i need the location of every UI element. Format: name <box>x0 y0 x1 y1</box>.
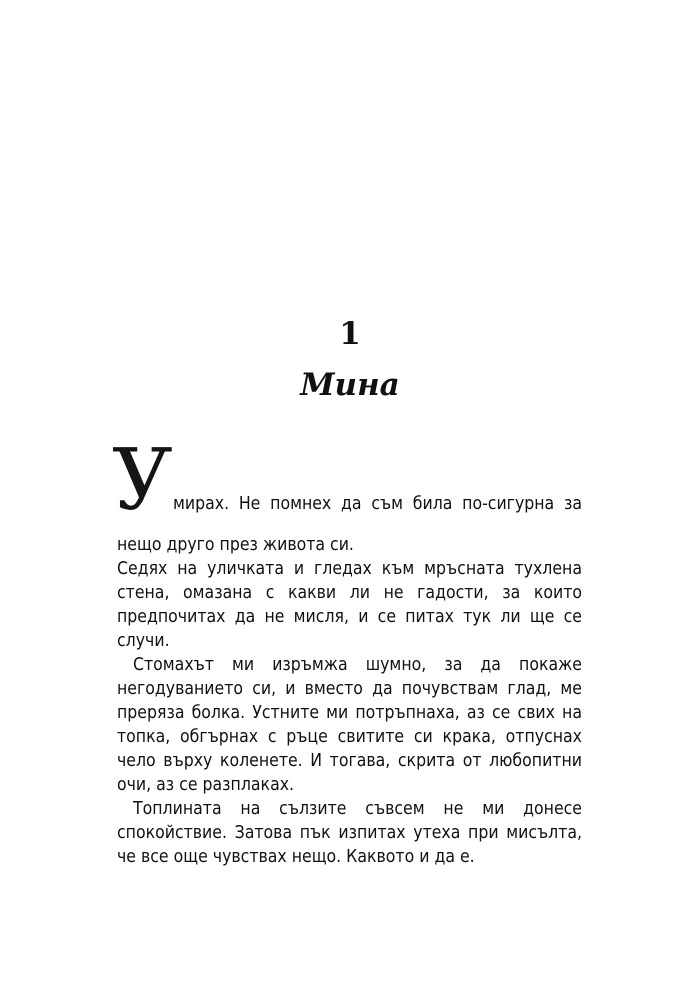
drop-cap: У <box>112 431 173 529</box>
text-line: топка, обгърнах с ръце свитите си крака, отпуснах <box>117 727 582 747</box>
text-line: очи, аз се разплаках. <box>117 775 295 795</box>
chapter-number: 1 <box>339 316 361 352</box>
text-line: нещо друго през живота си. <box>117 535 354 555</box>
text-line: мирах. Не помнех да съм била по-сигурна за <box>173 494 582 514</box>
text-line: Топлината на сълзите съвсем не ми донесе <box>133 799 582 819</box>
text-line: случи. <box>117 631 170 651</box>
text-line: негодуванието си, и вместо да почувствам глад, ме <box>117 679 582 699</box>
text-line: Седях на уличката и гледах към мръсната тухлена <box>117 559 582 579</box>
text-line: Стомахът ми изръмжа шумно, за да покаже <box>133 655 582 675</box>
text-line: че все още чувствах нещо. Каквото и да е. <box>117 847 475 867</box>
text-line: предпочитах да не мисля, и се питах тук ли ще се <box>117 607 582 627</box>
text-line: стена, омазана с какви ли не гадости, за които <box>117 583 582 603</box>
text-line: прерязa болка. Устните ми потръпнаха, аз се свих на <box>117 703 582 723</box>
text-line: чело върху коленете. И тогава, скрита от любопитни <box>117 751 582 771</box>
text-line: спокойствие. Затова пък изпитах утеха при мисълта, <box>117 823 582 843</box>
chapter-title: Мина <box>300 367 400 403</box>
